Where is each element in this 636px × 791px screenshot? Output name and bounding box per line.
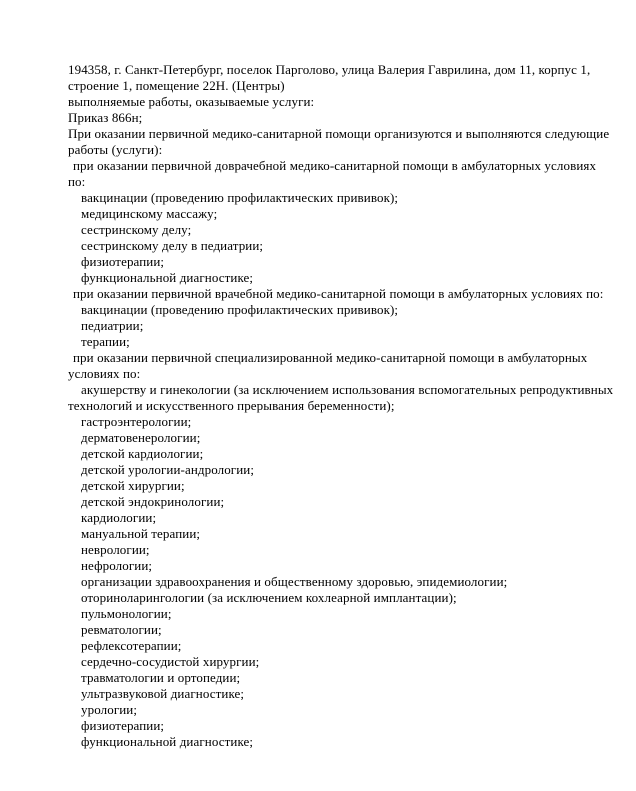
document-line: строение 1, помещение 22Н. (Центры) bbox=[68, 78, 285, 93]
document-line: оториноларингологии (за исключением кохлеарной имплантации); bbox=[81, 590, 457, 605]
document-body bbox=[68, 62, 614, 750]
document-line: рефлексотерапии; bbox=[81, 638, 182, 653]
document-line: сестринскому делу в педиатрии; bbox=[81, 238, 264, 253]
document-line: ультразвуковой диагностике; bbox=[81, 686, 245, 701]
document-line: детской хирургии; bbox=[81, 478, 185, 493]
document-line: работы (услуги): bbox=[68, 142, 163, 157]
document-line: пульмонологии; bbox=[81, 606, 172, 621]
document-line: условиях по: bbox=[68, 366, 141, 381]
document-line: 194358, г. Санкт-Петербург, поселок Парголово, улица Валерия Гаврилина, дом 11, корпус 1, bbox=[68, 62, 591, 77]
document-line: урологии; bbox=[81, 702, 138, 717]
document-line: физиотерапии; bbox=[81, 254, 165, 269]
document-line: ревматологии; bbox=[81, 622, 162, 637]
document-line: сестринскому делу; bbox=[81, 222, 192, 237]
document-line: При оказании первичной медико-санитарной помощи организуются и выполняются следующие bbox=[68, 126, 610, 141]
document-line: акушерству и гинекологии (за исключением использования вспомогательных репродуктивных bbox=[81, 382, 614, 397]
document-line: технологий и искусственного прерывания беременности); bbox=[68, 398, 395, 413]
document-line: выполняемые работы, оказываемые услуги: bbox=[68, 94, 315, 109]
document-line: гастроэнтерологии; bbox=[81, 414, 192, 429]
document-line: физиотерапии; bbox=[81, 718, 165, 733]
document-line: детской эндокринологии; bbox=[81, 494, 225, 509]
document-line: вакцинации (проведению профилактических прививок); bbox=[81, 190, 399, 205]
document-line: мануальной терапии; bbox=[81, 526, 201, 541]
document-line: терапии; bbox=[81, 334, 130, 349]
document-line: детской кардиологии; bbox=[81, 446, 204, 461]
document-line: функциональной диагностике; bbox=[81, 270, 254, 285]
document-line: при оказании первичной врачебной медико-санитарной помощи в амбулаторных условиях по: bbox=[73, 286, 604, 301]
document-line: нефрологии; bbox=[81, 558, 153, 573]
document-line: организации здравоохранения и общественному здоровью, эпидемиологии; bbox=[81, 574, 508, 589]
document-line: при оказании первичной специализированной медико-санитарной помощи в амбулаторных bbox=[73, 350, 588, 365]
document-line: дерматовенерологии; bbox=[81, 430, 201, 445]
document-line: детской урологии-андрологии; bbox=[81, 462, 255, 477]
document-line: педиатрии; bbox=[81, 318, 144, 333]
document-line: сердечно-сосудистой хирургии; bbox=[81, 654, 260, 669]
document-line: травматологии и ортопедии; bbox=[81, 670, 241, 685]
document-line: неврологии; bbox=[81, 542, 150, 557]
document-line: вакцинации (проведению профилактических прививок); bbox=[81, 302, 399, 317]
document-line: при оказании первичной доврачебной медико-санитарной помощи в амбулаторных условиях bbox=[73, 158, 597, 173]
document-line: функциональной диагностике; bbox=[81, 734, 254, 749]
document-line: кардиологии; bbox=[81, 510, 157, 525]
document-line: по: bbox=[68, 174, 86, 189]
document-line: медицинскому массажу; bbox=[81, 206, 218, 221]
document-line: Приказ 866н; bbox=[68, 110, 143, 125]
